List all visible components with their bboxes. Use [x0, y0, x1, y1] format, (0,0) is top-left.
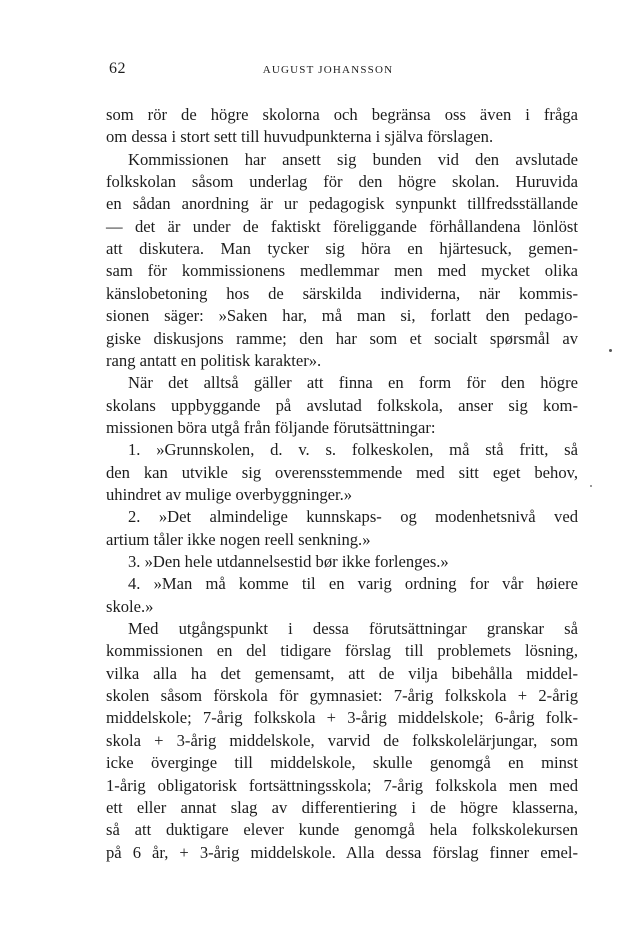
text-line: skole.» [106, 596, 154, 616]
text-line: skolans uppbyggande på avslutad folkskola, anser sig kom- [106, 395, 578, 415]
text-line: 1-årig obligatorisk fortsättningsskola; 7-årig folkskola men med [106, 775, 578, 795]
text-line: Kommissionen har ansett sig bunden vid den avslutade [128, 149, 578, 169]
paper-speck [590, 485, 592, 487]
margin-mark [609, 349, 612, 352]
text-line: 4. »Man må komme til en varig ordning for vår høiere [128, 574, 578, 594]
text-line: på 6 år, + 3-årig middelskole. Alla dessa förslag finner emel- [106, 842, 578, 862]
text-line: uhindret av mulige overbyggninger.» [106, 484, 353, 504]
text-line: skolen såsom förskola för gymnasiet: 7-årig folkskola + 2-årig [106, 686, 578, 706]
text-line: folkskolan såsom underlag för den högre skolan. Huruvida [106, 172, 578, 192]
text-line: ett eller annat slag av differentiering i de högre klasserna, [106, 797, 578, 817]
text-line: om dessa i stort sett till huvudpunkterna i själva förslagen. [106, 127, 494, 147]
text-line: en sådan anordning är ur pedagogisk synpunkt tillfredsställande [106, 194, 578, 214]
text-line: middelskole; 7-årig folkskola + 3-årig middelskole; 6-årig folk- [106, 708, 578, 728]
text-line: — det är under de faktiskt föreliggande förhållandena lönlöst [106, 216, 578, 236]
text-line: icke överginge till middelskole, skulle genomgå en minst [106, 753, 578, 773]
text-line: skola + 3-årig middelskole, varvid de folkskolelärjungar, som [106, 730, 578, 750]
text-line: att diskutera. Man tycker sig höra en hjärtesuck, gemen- [106, 239, 578, 259]
text-line: 2. »Det almindelige kunnskaps- og modenhetsnivå ved [128, 507, 578, 527]
page-number: 62 [109, 60, 126, 77]
text-line: vilka alla ha det gemensamt, att de vilja bibehålla middel- [106, 663, 578, 683]
text-line: giske diskusjons ramme; den har som et socialt spørsmål av [106, 328, 578, 348]
text-line: som rör de högre skolorna och begränsa oss även i fråga [106, 105, 578, 124]
text-line: kommissionen en del tidigare förslag till problemets lösning, [106, 641, 578, 661]
text-line: sam för kommissionens medlemmar men med mycket olika [106, 261, 578, 281]
text-line: den kan utvikle sig overensstemmende med sitt eget behov, [106, 462, 578, 482]
text-line: 3. »Den hele utdannelsestid bør ikke forlenges.» [128, 552, 449, 571]
text-line: missionen böra utgå från följande förutsättningar: [106, 417, 436, 437]
text-line: så att duktigare elever kunde genomgå hela folkskolekursen [106, 820, 578, 840]
text-line: 1. »Grunnskolen, d. v. s. folkeskolen, må stå fritt, så [128, 440, 578, 460]
text-line: rang antatt en politisk karakter». [106, 350, 322, 370]
text-line: känslobetoning hos de särskilda individerna, när kommis- [106, 283, 578, 303]
text-line: Med utgångspunkt i dessa förutsättningar granskar så [128, 619, 578, 639]
running-head: AUGUST JOHANSSON [262, 64, 394, 76]
text-line: När det alltså gäller att finna en form för den högre [128, 373, 578, 393]
text-line: artium tåler ikke nogen reell senkning.» [106, 529, 371, 549]
text-line: sionen säger: »Saken har, må man si, forlatt den pedago- [106, 306, 578, 326]
